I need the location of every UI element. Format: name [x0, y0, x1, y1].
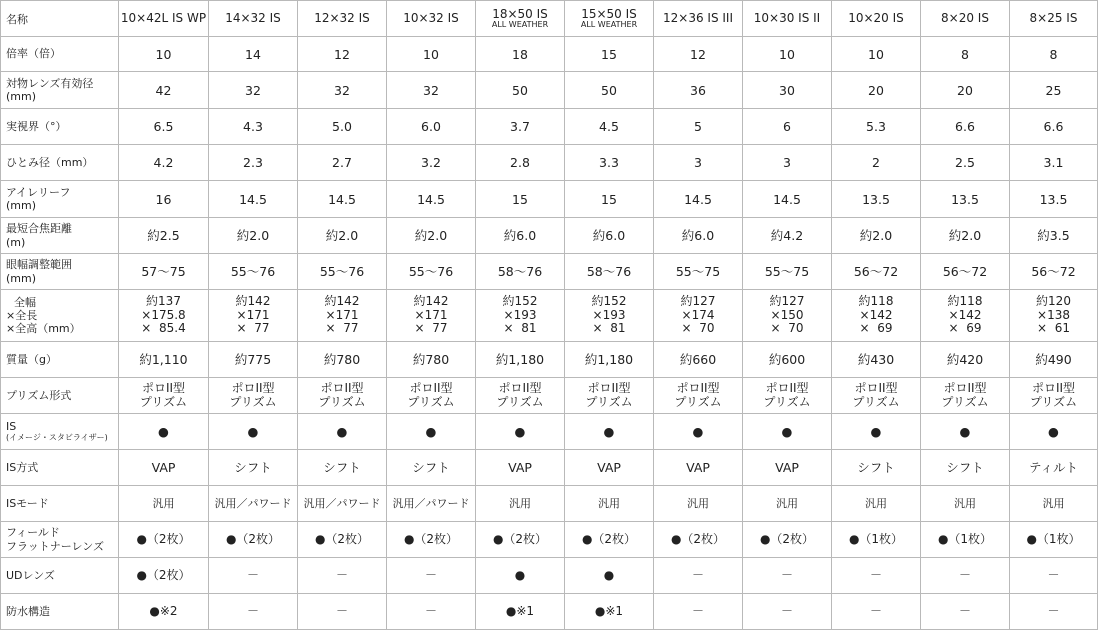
row-label-line: 全幅 [14, 295, 36, 309]
spec-cell-ipd: 55〜76 [387, 254, 476, 290]
spec-cell-is-mode: 汎用 [921, 486, 1010, 522]
spec-cell-is: ● [1010, 414, 1098, 450]
spec-cell-ipd: 55〜75 [743, 254, 832, 290]
spec-cell-is-method: シフト [209, 450, 298, 486]
row-label-line: (イメージ・スタビライザー) [6, 433, 108, 443]
spec-cell-prism: ポロII型 プリズム [654, 378, 743, 414]
spec-cell-min-focus: 約2.0 [209, 218, 298, 254]
spec-cell-ud: － [743, 558, 832, 594]
spec-cell-fov: 4.5 [565, 109, 654, 145]
spec-cell-waterproof: － [298, 594, 387, 630]
spec-cell-ud: ● [565, 558, 654, 594]
spec-cell-objective: 32 [298, 72, 387, 109]
model-header [1010, 1, 1098, 37]
spec-row-exit-pupil [1, 145, 1098, 181]
spec-cell-dims: 約127 ×150 × 70 [743, 290, 832, 342]
spec-cell-exit-pupil: 3.3 [565, 145, 654, 181]
spec-cell-min-focus: 約4.2 [743, 218, 832, 254]
spec-cell-ud: － [298, 558, 387, 594]
spec-cell-min-focus: 約2.0 [832, 218, 921, 254]
spec-cell-magnification: 8 [921, 37, 1010, 72]
model-name: 10×30 IS II [753, 10, 821, 25]
spec-cell-is-method: VAP [565, 450, 654, 486]
spec-row-magnification [1, 37, 1098, 72]
row-label-line: ×全長 [6, 308, 38, 322]
row-label-field-flattener [1, 522, 119, 558]
spec-cell-ipd: 56〜72 [1010, 254, 1098, 290]
spec-cell-fov: 6.6 [1010, 109, 1098, 145]
spec-cell-objective: 20 [921, 72, 1010, 109]
spec-cell-fov: 6.6 [921, 109, 1010, 145]
row-label-line: フラットナーレンズ [6, 539, 104, 553]
spec-cell-magnification: 12 [298, 37, 387, 72]
spec-row-waterproof [1, 594, 1098, 630]
row-label-line: 最短合焦距離 [6, 222, 72, 236]
model-header [743, 1, 832, 37]
model-header [921, 1, 1010, 37]
model-name: 15×50 IS [581, 6, 637, 21]
spec-cell-is-mode: 汎用 [654, 486, 743, 522]
spec-cell-exit-pupil: 2.7 [298, 145, 387, 181]
row-label-line: フィールド [6, 526, 60, 540]
row-label-is-mode: ISモード [1, 486, 119, 522]
spec-cell-is-mode: 汎用 [565, 486, 654, 522]
spec-cell-is-mode: 汎用／パワード [209, 486, 298, 522]
spec-cell-is-mode: 汎用 [743, 486, 832, 522]
spec-cell-weight: 約490 [1010, 342, 1098, 378]
model-header [476, 1, 565, 37]
spec-cell-eye-relief: 14.5 [209, 181, 298, 218]
spec-cell-ipd: 57〜75 [119, 254, 209, 290]
spec-cell-is: ● [743, 414, 832, 450]
spec-cell-is-method: シフト [921, 450, 1010, 486]
spec-cell-field-flattener: ●（2枚） [743, 522, 832, 558]
spec-cell-fov: 5.3 [832, 109, 921, 145]
spec-cell-fov: 3.7 [476, 109, 565, 145]
spec-cell-fov: 6.5 [119, 109, 209, 145]
spec-cell-waterproof: － [209, 594, 298, 630]
spec-cell-prism: ポロII型 プリズム [298, 378, 387, 414]
spec-cell-min-focus: 約6.0 [654, 218, 743, 254]
row-label-is-method: IS方式 [1, 450, 119, 486]
spec-cell-waterproof: － [387, 594, 476, 630]
spec-cell-ipd: 55〜75 [654, 254, 743, 290]
spec-cell-objective: 25 [1010, 72, 1098, 109]
row-label-waterproof: 防水構造 [1, 594, 119, 630]
spec-cell-weight: 約1,110 [119, 342, 209, 378]
row-label-ipd [1, 254, 119, 290]
spec-cell-is: ● [476, 414, 565, 450]
row-label-weight: 質量（g） [1, 342, 119, 378]
model-name: 10×20 IS [848, 10, 904, 25]
spec-cell-is-method: VAP [654, 450, 743, 486]
spec-cell-magnification: 8 [1010, 37, 1098, 72]
spec-cell-ud: － [654, 558, 743, 594]
spec-cell-magnification: 18 [476, 37, 565, 72]
spec-cell-waterproof: ●※1 [565, 594, 654, 630]
spec-row-prism [1, 378, 1098, 414]
spec-cell-is-mode: 汎用 [119, 486, 209, 522]
row-label-line: (m) [6, 235, 26, 249]
spec-cell-min-focus: 約2.0 [387, 218, 476, 254]
spec-cell-min-focus: 約2.0 [921, 218, 1010, 254]
model-name: 10×42L IS WP [120, 10, 207, 25]
spec-cell-waterproof: － [832, 594, 921, 630]
spec-cell-fov: 5.0 [298, 109, 387, 145]
spec-row-dims [1, 290, 1098, 342]
spec-cell-field-flattener: ●（1枚） [921, 522, 1010, 558]
spec-cell-magnification: 10 [387, 37, 476, 72]
spec-cell-ipd: 56〜72 [832, 254, 921, 290]
spec-cell-prism: ポロII型 プリズム [1010, 378, 1098, 414]
spec-cell-waterproof: － [1010, 594, 1098, 630]
spec-cell-ud: － [921, 558, 1010, 594]
spec-cell-weight: 約1,180 [476, 342, 565, 378]
spec-cell-prism: ポロII型 プリズム [209, 378, 298, 414]
spec-cell-is-method: シフト [832, 450, 921, 486]
spec-cell-prism: ポロII型 プリズム [921, 378, 1010, 414]
spec-cell-weight: 約430 [832, 342, 921, 378]
spec-cell-is: ● [832, 414, 921, 450]
spec-cell-waterproof: ●※1 [476, 594, 565, 630]
spec-cell-ipd: 58〜76 [476, 254, 565, 290]
row-label-ud: UDレンズ [1, 558, 119, 594]
spec-cell-prism: ポロII型 プリズム [832, 378, 921, 414]
spec-row-min-focus [1, 218, 1098, 254]
spec-cell-waterproof: － [921, 594, 1010, 630]
spec-cell-is-method: VAP [476, 450, 565, 486]
spec-cell-min-focus: 約6.0 [476, 218, 565, 254]
spec-cell-eye-relief: 15 [565, 181, 654, 218]
spec-cell-magnification: 12 [654, 37, 743, 72]
row-label-prism: プリズム形式 [1, 378, 119, 414]
spec-cell-eye-relief: 13.5 [1010, 181, 1098, 218]
spec-row-objective [1, 72, 1098, 109]
spec-cell-is-method: シフト [387, 450, 476, 486]
spec-cell-eye-relief: 15 [476, 181, 565, 218]
spec-cell-eye-relief: 16 [119, 181, 209, 218]
spec-cell-is: ● [119, 414, 209, 450]
spec-cell-magnification: 10 [832, 37, 921, 72]
spec-cell-eye-relief: 13.5 [832, 181, 921, 218]
spec-row-field-flattener [1, 522, 1098, 558]
spec-cell-exit-pupil: 2.8 [476, 145, 565, 181]
spec-cell-field-flattener: ●（2枚） [476, 522, 565, 558]
spec-cell-ud: ● [476, 558, 565, 594]
spec-cell-magnification: 10 [743, 37, 832, 72]
spec-cell-dims: 約142 ×171 × 77 [298, 290, 387, 342]
spec-row-ipd [1, 254, 1098, 290]
spec-cell-dims: 約127 ×174 × 70 [654, 290, 743, 342]
spec-cell-objective: 42 [119, 72, 209, 109]
model-header [565, 1, 654, 37]
spec-cell-field-flattener: ●（2枚） [654, 522, 743, 558]
spec-cell-waterproof: ●※2 [119, 594, 209, 630]
spec-cell-exit-pupil: 3.2 [387, 145, 476, 181]
spec-cell-weight: 約660 [654, 342, 743, 378]
model-subname: ALL WEATHER [580, 19, 638, 29]
model-name: 18×50 IS [492, 6, 548, 21]
spec-cell-objective: 32 [209, 72, 298, 109]
spec-cell-dims: 約120 ×138 × 61 [1010, 290, 1098, 342]
spec-cell-prism: ポロII型 プリズム [119, 378, 209, 414]
spec-row-is-mode [1, 486, 1098, 522]
row-label-line: (mm) [6, 271, 37, 285]
spec-cell-prism: ポロII型 プリズム [565, 378, 654, 414]
spec-cell-is-mode: 汎用 [1010, 486, 1098, 522]
spec-cell-weight: 約780 [387, 342, 476, 378]
row-label-min-focus [1, 218, 119, 254]
spec-cell-ipd: 55〜76 [209, 254, 298, 290]
spec-cell-is-mode: 汎用 [832, 486, 921, 522]
spec-cell-exit-pupil: 3 [654, 145, 743, 181]
model-subname: ALL WEATHER [491, 19, 549, 29]
header-row [1, 1, 1098, 37]
spec-cell-min-focus: 約3.5 [1010, 218, 1098, 254]
model-name: 10×32 IS [403, 10, 459, 25]
row-label-line: アイレリーフ [6, 185, 71, 199]
spec-row-ud [1, 558, 1098, 594]
spec-row-weight [1, 342, 1098, 378]
spec-cell-waterproof: － [654, 594, 743, 630]
spec-cell-prism: ポロII型 プリズム [476, 378, 565, 414]
model-header [387, 1, 476, 37]
spec-cell-is: ● [209, 414, 298, 450]
spec-cell-weight: 約420 [921, 342, 1010, 378]
spec-cell-eye-relief: 14.5 [298, 181, 387, 218]
spec-cell-is: ● [654, 414, 743, 450]
spec-cell-dims: 約142 ×171 × 77 [387, 290, 476, 342]
spec-cell-is-mode: 汎用 [476, 486, 565, 522]
spec-cell-objective: 32 [387, 72, 476, 109]
model-name: 12×36 IS III [663, 10, 733, 25]
spec-cell-ud: － [209, 558, 298, 594]
model-header [654, 1, 743, 37]
spec-cell-objective: 20 [832, 72, 921, 109]
spec-cell-eye-relief: 14.5 [654, 181, 743, 218]
row-label-magnification: 倍率（倍） [1, 37, 119, 72]
spec-cell-field-flattener: ●（2枚） [387, 522, 476, 558]
spec-cell-dims: 約118 ×142 × 69 [832, 290, 921, 342]
model-name: 8×25 IS [1029, 10, 1078, 25]
spec-cell-is: ● [298, 414, 387, 450]
spec-cell-is-method: VAP [743, 450, 832, 486]
row-label-line: 眼幅調整範囲 [6, 258, 72, 272]
spec-cell-eye-relief: 14.5 [387, 181, 476, 218]
model-name: 14×32 IS [225, 10, 281, 25]
model-header [209, 1, 298, 37]
spec-cell-dims: 約142 ×171 × 77 [209, 290, 298, 342]
row-label-name: 名称 [1, 1, 119, 37]
model-name: 8×20 IS [941, 10, 989, 25]
spec-cell-field-flattener: ●（2枚） [565, 522, 654, 558]
spec-cell-exit-pupil: 3 [743, 145, 832, 181]
spec-cell-is-method: シフト [298, 450, 387, 486]
spec-cell-exit-pupil: 2.3 [209, 145, 298, 181]
spec-row-fov [1, 109, 1098, 145]
spec-cell-dims: 約137 ×175.8 × 85.4 [119, 290, 209, 342]
row-label-eye-relief [1, 181, 119, 218]
model-header [119, 1, 209, 37]
spec-cell-dims: 約152 ×193 × 81 [476, 290, 565, 342]
spec-cell-weight: 約1,180 [565, 342, 654, 378]
spec-cell-ud: ●（2枚） [119, 558, 209, 594]
spec-cell-is-mode: 汎用／パワード [298, 486, 387, 522]
spec-cell-field-flattener: ●（2枚） [209, 522, 298, 558]
model-header [832, 1, 921, 37]
spec-cell-exit-pupil: 3.1 [1010, 145, 1098, 181]
spec-cell-dims: 約118 ×142 × 69 [921, 290, 1010, 342]
spec-cell-is: ● [387, 414, 476, 450]
spec-cell-dims: 約152 ×193 × 81 [565, 290, 654, 342]
spec-cell-magnification: 10 [119, 37, 209, 72]
spec-cell-is-mode: 汎用／パワード [387, 486, 476, 522]
spec-cell-eye-relief: 14.5 [743, 181, 832, 218]
spec-cell-objective: 50 [565, 72, 654, 109]
row-label-objective [1, 72, 119, 109]
row-label-line: 対物レンズ有効径 [6, 76, 94, 90]
row-label-exit-pupil: ひとみ径（mm） [1, 145, 119, 181]
spec-row-eye-relief [1, 181, 1098, 218]
row-label-fov: 実視界（°） [1, 109, 119, 145]
spec-cell-is: ● [565, 414, 654, 450]
spec-cell-is: ● [921, 414, 1010, 450]
spec-cell-objective: 50 [476, 72, 565, 109]
spec-cell-prism: ポロII型 プリズム [387, 378, 476, 414]
spec-cell-field-flattener: ●（2枚） [119, 522, 209, 558]
spec-cell-is-method: ティルト [1010, 450, 1098, 486]
spec-cell-fov: 5 [654, 109, 743, 145]
spec-row-is [1, 414, 1098, 450]
spec-cell-objective: 36 [654, 72, 743, 109]
spec-cell-fov: 4.3 [209, 109, 298, 145]
spec-cell-ud: － [1010, 558, 1098, 594]
model-header [298, 1, 387, 37]
spec-cell-ipd: 55〜76 [298, 254, 387, 290]
spec-row-is-method [1, 450, 1098, 486]
spec-cell-magnification: 15 [565, 37, 654, 72]
spec-cell-field-flattener: ●（1枚） [1010, 522, 1098, 558]
spec-cell-weight: 約775 [209, 342, 298, 378]
spec-cell-ud: － [387, 558, 476, 594]
model-name: 12×32 IS [314, 10, 370, 25]
spec-cell-magnification: 14 [209, 37, 298, 72]
spec-cell-ipd: 58〜76 [565, 254, 654, 290]
spec-cell-is-method: VAP [119, 450, 209, 486]
spec-cell-ipd: 56〜72 [921, 254, 1010, 290]
row-label-dims [1, 290, 119, 342]
spec-cell-min-focus: 約2.0 [298, 218, 387, 254]
row-label-line: IS [6, 420, 17, 434]
spec-cell-min-focus: 約2.5 [119, 218, 209, 254]
spec-cell-min-focus: 約6.0 [565, 218, 654, 254]
row-label-is [1, 414, 119, 450]
spec-cell-weight: 約780 [298, 342, 387, 378]
spec-cell-exit-pupil: 2 [832, 145, 921, 181]
spec-cell-fov: 6 [743, 109, 832, 145]
spec-cell-eye-relief: 13.5 [921, 181, 1010, 218]
row-label-line: ×全高（mm） [6, 322, 81, 336]
spec-cell-exit-pupil: 2.5 [921, 145, 1010, 181]
spec-cell-prism: ポロII型 プリズム [743, 378, 832, 414]
spec-cell-exit-pupil: 4.2 [119, 145, 209, 181]
spec-cell-ud: － [832, 558, 921, 594]
spec-cell-field-flattener: ●（1枚） [832, 522, 921, 558]
spec-cell-waterproof: － [743, 594, 832, 630]
spec-cell-objective: 30 [743, 72, 832, 109]
row-label-line: (mm) [6, 199, 37, 212]
row-label-line: (mm) [6, 90, 37, 103]
spec-cell-fov: 6.0 [387, 109, 476, 145]
spec-cell-field-flattener: ●（2枚） [298, 522, 387, 558]
spec-cell-weight: 約600 [743, 342, 832, 378]
